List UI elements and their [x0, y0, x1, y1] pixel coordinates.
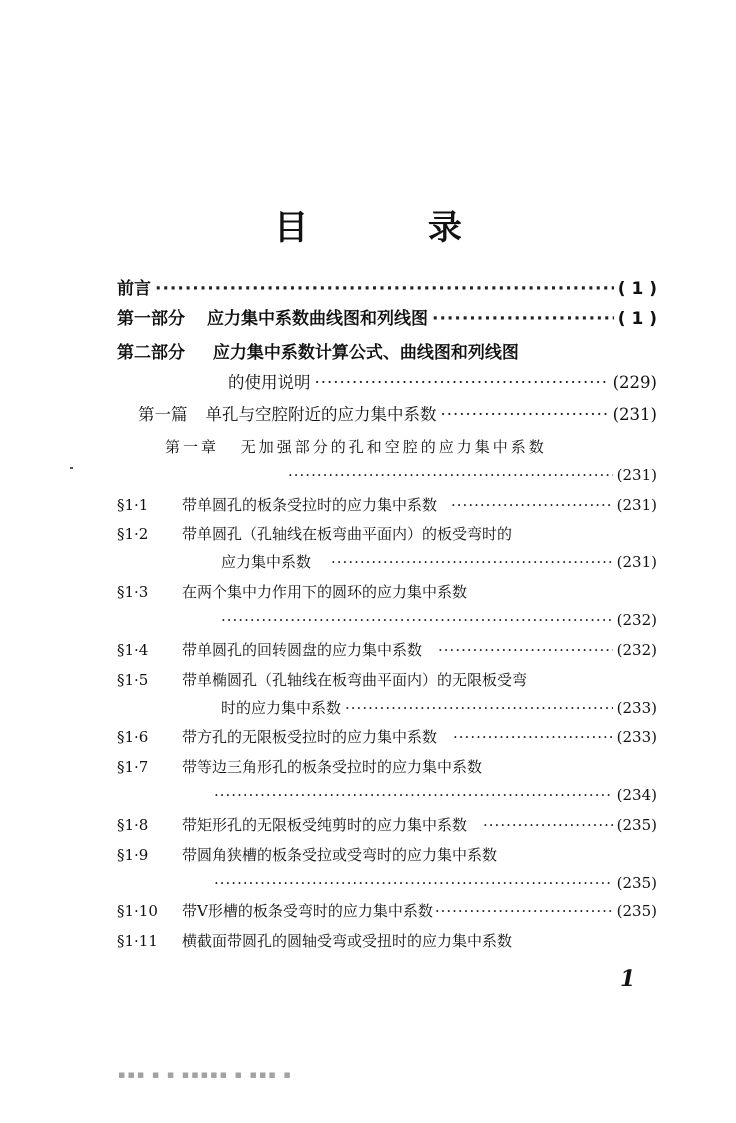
- entry-text-cont: 时的应力集中系数: [221, 699, 342, 717]
- entry-text: 带方孔的无限板受拉时的应力集中系数: [182, 728, 438, 746]
- entry-text: 带矩形孔的无限板受纯剪时的应力集中系数: [182, 816, 468, 834]
- section-number: §1·1: [117, 496, 149, 514]
- toc-entry-s1-6[interactable]: [117, 724, 657, 750]
- toc-entry-part2[interactable]: [117, 340, 657, 366]
- leader-dots: [435, 898, 613, 924]
- leader-dots: [438, 637, 613, 663]
- entry-text: 单孔与空腔附近的应力集中系数: [205, 405, 437, 424]
- page-number: (231): [616, 466, 657, 484]
- toc-entry-s1-8[interactable]: [117, 812, 657, 838]
- page-number: (231): [616, 553, 657, 571]
- page-number: (231): [616, 496, 657, 514]
- entry-text: 带等边三角形孔的板条受拉时的应力集中系数: [182, 758, 483, 776]
- section-number: §1·5: [117, 671, 149, 689]
- entry-text-cont: 应力集中系数: [221, 553, 312, 571]
- page-title: 目 录: [274, 208, 516, 248]
- section-number: §1·8: [117, 816, 149, 834]
- leader-dots: [288, 462, 613, 488]
- entry-label: 第一部分: [117, 309, 185, 329]
- toc-entry-preface[interactable]: [117, 276, 657, 302]
- leader-dots: [331, 549, 613, 575]
- entry-text: 无加强部分的孔和空腔的应力集中系数: [240, 438, 547, 456]
- entry-text: 带V形槽的板条受弯时的应力集中系数: [182, 902, 433, 920]
- page-number: (232): [616, 611, 657, 629]
- toc-entry-s1-5[interactable]: [117, 667, 657, 693]
- toc-entry-s1-11[interactable]: [117, 928, 657, 954]
- section-number: §1·6: [117, 728, 149, 746]
- leader-dots: [155, 276, 614, 302]
- toc-entry-s1-3[interactable]: [117, 579, 657, 605]
- page-number: (233): [616, 699, 657, 717]
- leader-dots: [214, 782, 613, 808]
- entry-text: 带单圆孔（孔轴线在板弯曲平面内）的板受弯时的: [182, 525, 513, 543]
- page-number: (232): [616, 641, 657, 659]
- entry-text: 在两个集中力作用下的圆环的应力集中系数: [182, 583, 468, 601]
- page-number: ( 1 ): [617, 309, 657, 329]
- section-number: §1·10: [117, 902, 158, 920]
- leader-dots: [453, 724, 613, 750]
- leader-dots: [441, 402, 609, 428]
- toc-entry-s1-9-cont[interactable]: [214, 870, 657, 896]
- toc-entry-piece1[interactable]: [138, 402, 657, 428]
- page-number: (235): [616, 816, 657, 834]
- toc-entry-s1-7-cont[interactable]: [214, 782, 657, 808]
- toc-entry-s1-9[interactable]: [117, 842, 657, 868]
- folio-page-number: 1: [620, 966, 636, 992]
- toc-entry-s1-7[interactable]: [117, 754, 657, 780]
- entry-text: 应力集中系数计算公式、曲线图和列线图: [212, 343, 519, 363]
- entry-label: 第二部分: [117, 343, 185, 363]
- leader-dots: [432, 306, 614, 332]
- toc-entry-s1-2[interactable]: [117, 521, 657, 547]
- page-number: (235): [616, 902, 657, 920]
- section-number: §1·7: [117, 758, 149, 776]
- entry-text-cont: 的使用说明: [228, 373, 311, 392]
- entry-text: 应力集中系数曲线图和列线图: [207, 309, 428, 329]
- section-number: §1·9: [117, 846, 149, 864]
- leader-dots: [315, 370, 609, 396]
- page-number: (229): [612, 373, 657, 392]
- scan-speck: [70, 467, 73, 469]
- toc-entry-chapter1-cont[interactable]: [288, 462, 657, 488]
- toc-entry-part1[interactable]: [117, 306, 657, 332]
- toc-entry-s1-10[interactable]: [117, 898, 657, 924]
- entry-text: 带单椭圆孔（孔轴线在板弯曲平面内）的无限板受弯: [182, 671, 528, 689]
- toc-entry-chapter1[interactable]: [165, 434, 657, 460]
- leader-dots: [221, 607, 613, 633]
- toc-entry-s1-3-cont[interactable]: [221, 607, 657, 633]
- scan-edge-artifact: ▪▪▪ ▪ ▪ ▪▪▪▪▪ ▪ ▪▪▪ ▪: [118, 1068, 293, 1081]
- toc-entry-s1-5-cont[interactable]: [221, 695, 657, 721]
- section-number: §1·2: [117, 525, 149, 543]
- entry-label: 前言: [117, 279, 151, 299]
- entry-label: 第一篇: [138, 405, 188, 424]
- leader-dots: [214, 870, 613, 896]
- entry-text: 带单圆孔的回转圆盘的应力集中系数: [182, 641, 423, 659]
- page-number: ( 1 ): [617, 279, 657, 299]
- page-number: (234): [616, 786, 657, 804]
- leader-dots: [483, 812, 613, 838]
- toc-entry-s1-2-cont[interactable]: [221, 549, 657, 575]
- leader-dots: [345, 695, 613, 721]
- toc-entry-s1-4[interactable]: [117, 637, 657, 663]
- toc-entry-part2-cont[interactable]: [228, 370, 657, 396]
- page-number: (235): [616, 874, 657, 892]
- entry-label: 第一章: [165, 438, 220, 456]
- toc-entry-s1-1[interactable]: [117, 492, 657, 518]
- leader-dots: [451, 492, 613, 518]
- section-number: §1·4: [117, 641, 149, 659]
- entry-text: 横截面带圆孔的圆轴受弯或受扭时的应力集中系数: [182, 932, 513, 950]
- page-number: (231): [612, 405, 657, 424]
- entry-text: 带圆角狭槽的板条受拉或受弯时的应力集中系数: [182, 846, 498, 864]
- page-number: (233): [616, 728, 657, 746]
- entry-text: 带单圆孔的板条受拉时的应力集中系数: [182, 496, 438, 514]
- section-number: §1·3: [117, 583, 149, 601]
- section-number: §1·11: [117, 932, 158, 950]
